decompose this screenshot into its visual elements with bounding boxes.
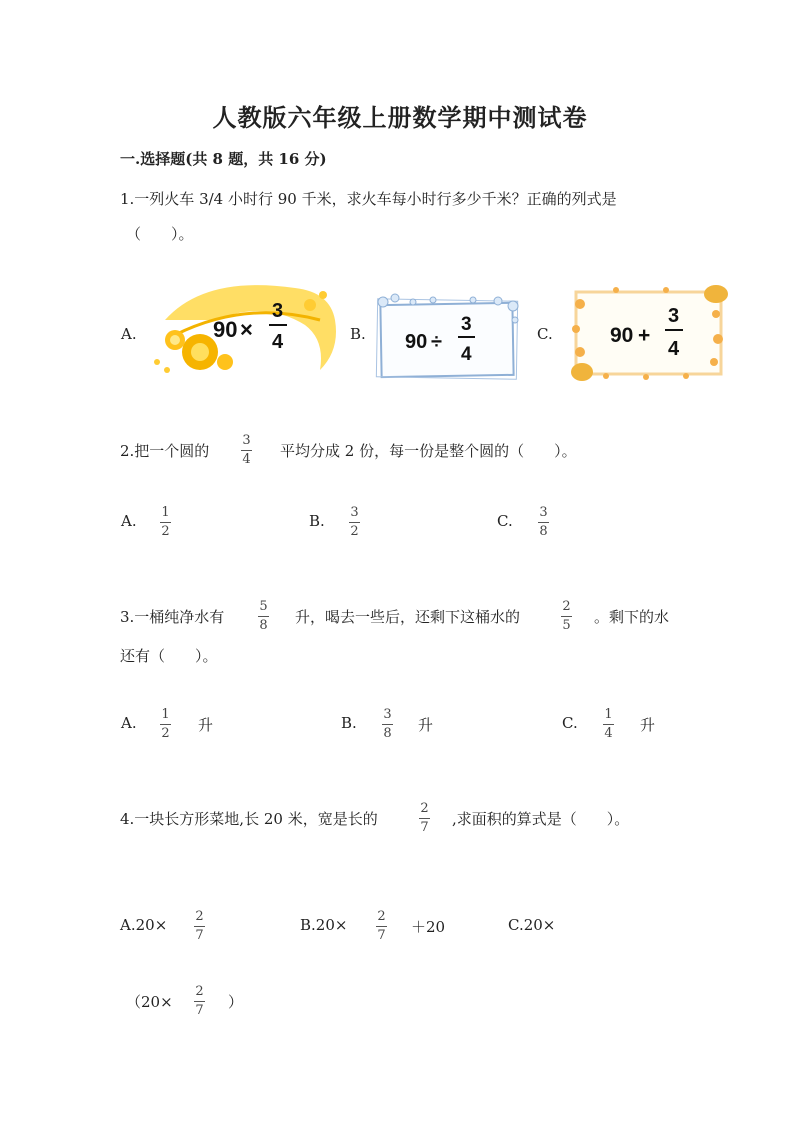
q1-option-c-image — [566, 284, 728, 384]
q3-text-post: 。剩下的水 — [594, 608, 670, 626]
q2-option-a-letter: A. — [121, 512, 137, 530]
q3-option-a-unit: 升 — [198, 716, 214, 734]
svg-text:3: 3 — [272, 300, 284, 322]
q3-text-mid: 升，喝去一些后，还剩下这桶水的 — [295, 608, 521, 626]
svg-text:90: 90 — [405, 331, 428, 353]
svg-text:÷: ÷ — [431, 331, 442, 353]
q1-option-a-image — [145, 280, 345, 380]
q2-text-pre: 2.把一个圆的 — [120, 442, 210, 460]
q1-option-a-letter: A. — [121, 325, 137, 343]
svg-text:+: + — [638, 324, 651, 347]
q3-option-c-fraction: 1 4 — [604, 707, 613, 741]
svg-text:3: 3 — [461, 314, 472, 335]
q4-option-b-post: ＋20 — [411, 918, 446, 936]
q2-option-b-fraction: 3 2 — [350, 505, 359, 539]
q3-option-b-fraction: 3 8 — [383, 707, 392, 741]
q1-text-line1: 1.一列火车 3/4 小时行 90 千米，求火车每小时行多少千米？正确的列式是 — [120, 190, 617, 208]
q3-option-b-unit: 升 — [418, 716, 434, 734]
q2-fraction: 3 4 — [242, 433, 251, 467]
q3-option-c-letter: C. — [562, 714, 578, 732]
svg-text:90: 90 — [610, 324, 634, 347]
page-title: 人教版六年级上册数学期中测试卷 — [212, 103, 588, 132]
svg-text:3: 3 — [668, 305, 680, 327]
q2-text-post: 平均分成 2 份，每一份是整个圆的（ ）。 — [280, 442, 577, 460]
q3-option-b-letter: B. — [341, 714, 357, 732]
q1-option-b-image — [373, 292, 523, 382]
svg-text:4: 4 — [272, 331, 284, 353]
svg-text:4: 4 — [461, 344, 472, 365]
q4-fraction: 2 7 — [420, 801, 429, 835]
q4-option-c-fraction: 2 7 — [195, 984, 204, 1018]
q4-option-c-continued: （20× — [126, 993, 173, 1011]
svg-text:4: 4 — [668, 338, 680, 360]
q1-option-b-letter: B. — [350, 325, 366, 343]
q3-fraction-1: 5 8 — [259, 599, 268, 633]
q3-option-c-unit: 升 — [640, 716, 656, 734]
q1-a-expr: 90 — [213, 317, 238, 342]
q1-option-c-letter: C. — [537, 325, 553, 343]
q2-option-b-letter: B. — [309, 512, 325, 530]
q4-option-a-fraction: 2 7 — [195, 909, 204, 943]
q3-option-a-letter: A. — [121, 714, 137, 732]
svg-text:×: × — [240, 317, 253, 342]
q4-text-post: ,求面积的算式是（ ）。 — [452, 810, 630, 828]
q1-text-line2: （ ）。 — [126, 225, 194, 243]
q4-option-a-text: A.20× — [120, 916, 168, 934]
q3-option-a-fraction: 1 2 — [161, 707, 170, 741]
q3-fraction-2: 2 5 — [562, 599, 571, 633]
q2-option-c-letter: C. — [497, 512, 513, 530]
q3-text-line2: 还有（ ）。 — [120, 647, 218, 665]
q2-option-c-fraction: 3 8 — [539, 505, 548, 539]
q4-option-c-text: C.20× — [508, 916, 556, 934]
section-heading: 一.选择题(共 8 题，共 16 分) — [120, 150, 327, 168]
q4-text-pre: 4.一块长方形菜地,长 20 米，宽是长的 — [120, 810, 378, 828]
q2-option-a-fraction: 1 2 — [161, 505, 170, 539]
q3-text-pre: 3.一桶纯净水有 — [120, 608, 225, 626]
q4-option-c-close: ） — [228, 993, 244, 1011]
q4-option-b-fraction: 2 7 — [377, 909, 386, 943]
q4-option-b-text: B.20× — [300, 916, 348, 934]
